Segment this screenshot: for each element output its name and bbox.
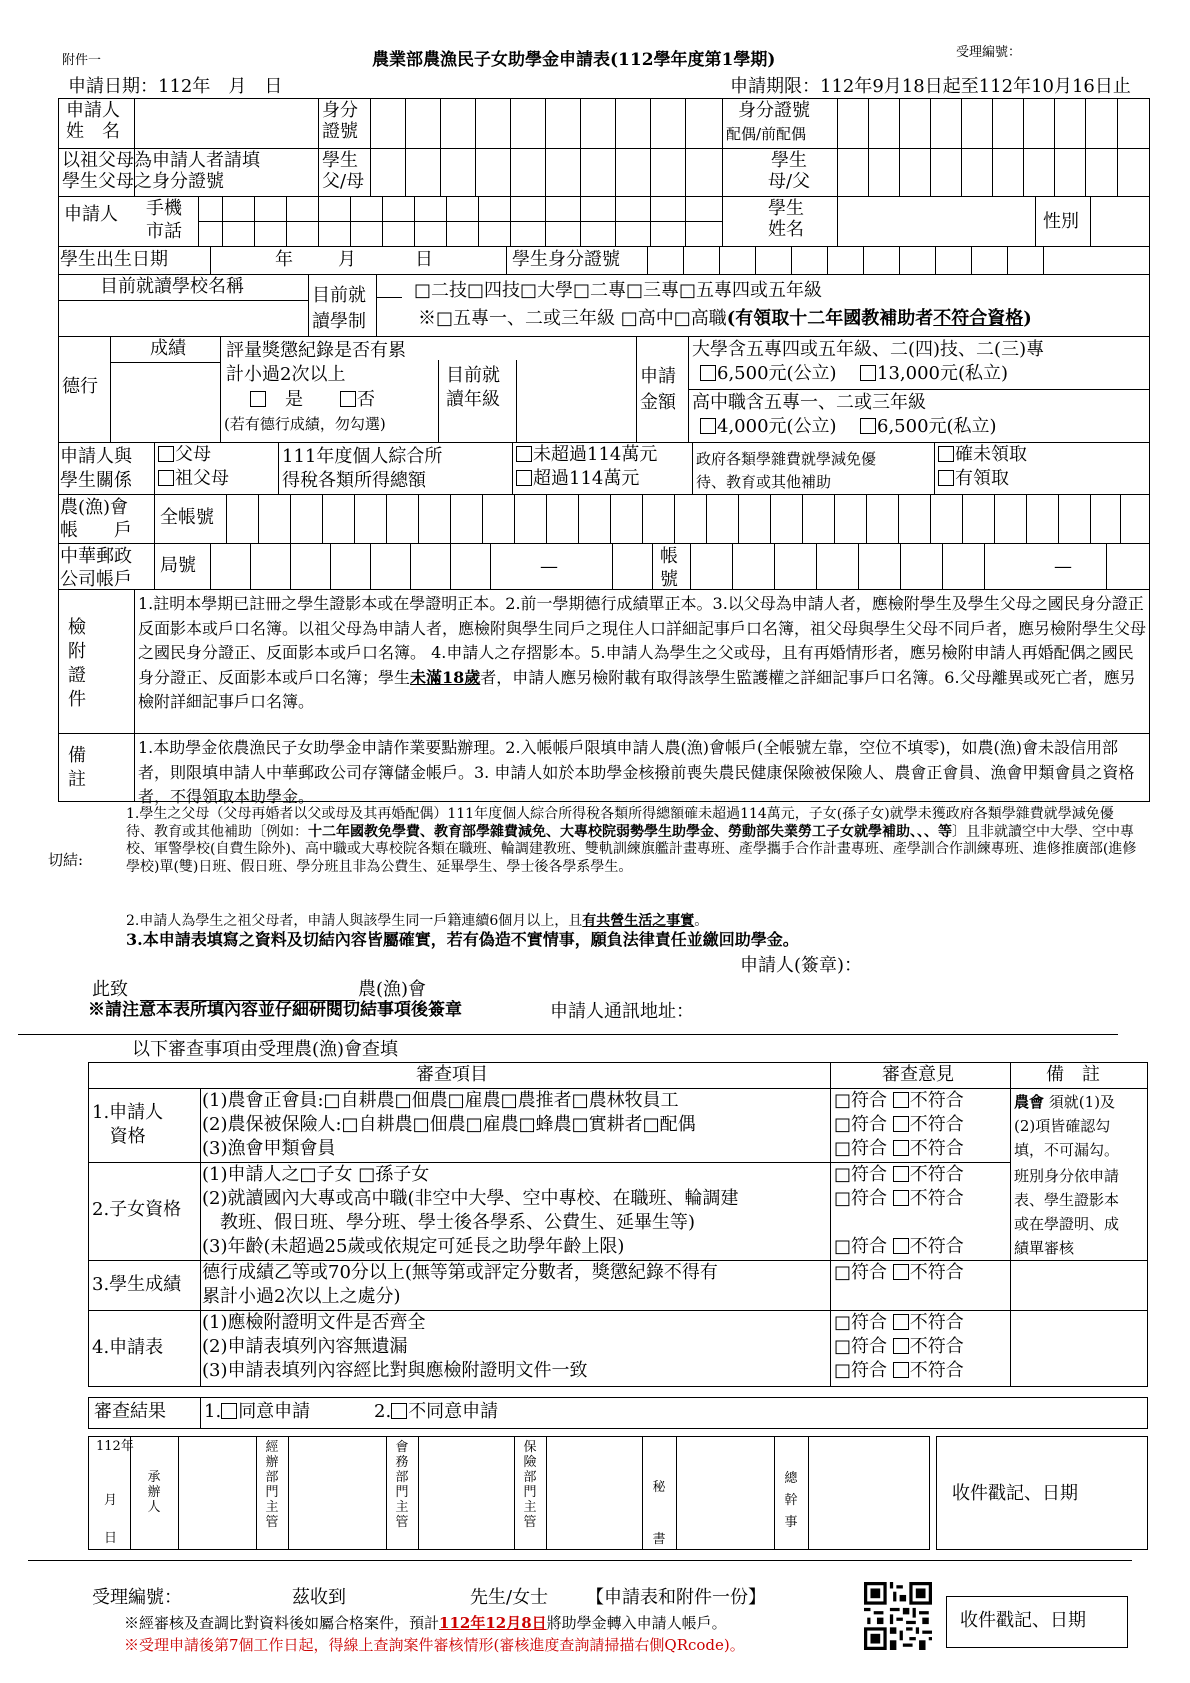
- review-r2-item1[interactable]: (1)申請人之□子女 □孫子女: [202, 1164, 430, 1185]
- checkbox-icon: [893, 1264, 909, 1280]
- review-applicant-qualification: 1.申請人 資格: [92, 1102, 164, 1147]
- amount-option-3-label: 4,000元(公立): [717, 416, 837, 437]
- remarks-text: 1.本助學金依農漁民子女助學金申請作業要點辦理。2.入帳帳戶限填申請人農(漁)會帳戶(全帳號左靠，空位不填零)，如農(漁)會未設信用部者，則限填申請人中華郵政公司存簿儲金帳戶。3. 申請人如於本助學金核撥前喪失農民健康保險被保險人、農會正會員、漁會甲類會員之資格者，不得領取本助學金。: [138, 738, 1135, 806]
- footer-stamp-label: 收件戳記、日期: [960, 1610, 1086, 1631]
- branch-label: 局號: [160, 555, 196, 576]
- ok-label: □符合: [834, 1336, 888, 1357]
- merit-yes-label: 是: [285, 389, 303, 410]
- review-r3-item1b: 累計小過2次以上之處分): [202, 1286, 401, 1307]
- review-child-qualification: 2.子女資格: [92, 1199, 182, 1220]
- form-title: 農業部農漁民子女助學金申請表(112學年度第1學期): [372, 50, 776, 70]
- checkbox-icon: [893, 1140, 909, 1156]
- subsidy-label: 政府各類學雜費就學減免優 待、教育或其他補助: [696, 450, 877, 491]
- school-opts-2c: 不符合資格: [933, 308, 1024, 329]
- footer-mrms: 先生/女士: [470, 1587, 549, 1608]
- footer-note-2: ※受理申請後第7個工作日起，得線上查詢案件審核情形(審核進度查詢請掃描右側QRcode)。: [124, 1636, 745, 1654]
- merit-question: 評量獎懲紀錄是否有累 計小過2次以上: [226, 340, 406, 385]
- footer-copy: 【申請表和附件一份】: [586, 1587, 766, 1608]
- account-dash: —: [1054, 556, 1072, 577]
- income-under-label: 未超過114萬元: [533, 444, 658, 465]
- student-name-field[interactable]: [839, 198, 1033, 244]
- post-account-field[interactable]: [692, 545, 1148, 587]
- review-remark-6: 或在學證明、成: [1014, 1215, 1120, 1233]
- branch-dash: —: [540, 556, 558, 577]
- review-r2-item2: (2)就讀國內大專或高中職(非空中大學、空中專校、在職班、輪調建: [202, 1188, 739, 1209]
- review-r4-1-opinion[interactable]: [834, 1313, 964, 1334]
- relation-grandparent-label: 祖父母: [175, 468, 229, 489]
- spouse-id-label: 身分證號: [738, 100, 810, 121]
- amount-option-1[interactable]: [700, 364, 837, 385]
- school-system-options-2[interactable]: [418, 309, 1032, 330]
- post-account-label: 中華郵政 公司帳戶: [60, 546, 132, 590]
- checkbox-icon: [221, 1403, 237, 1419]
- amount-option-3[interactable]: [700, 417, 837, 438]
- review-remark-4: 班別身分依申請: [1014, 1167, 1120, 1185]
- checkbox-icon: [893, 1362, 909, 1378]
- review-remark-2: (2)項皆確認勾: [1014, 1117, 1111, 1135]
- subsidy-received-label: 有領取: [955, 468, 1009, 489]
- review-col-remark: 備 註: [1046, 1064, 1100, 1085]
- docs-text-part2: 者，申請人應另檢附載有取得該學生監護權之詳細記事戶口名簿。6.父母離異或死亡者，應另檢附詳細記事戶口名簿。: [138, 667, 1136, 711]
- address-label: 申請人通訊地址：: [550, 1001, 694, 1022]
- handler-label: 承辦人: [147, 1470, 161, 1515]
- review-r4-item3: (3)申請表填列內容經比對與應檢附證明文件一致: [202, 1360, 588, 1381]
- review-remark-5: 表、學生證影本: [1014, 1191, 1120, 1209]
- review-intro: 以下審查事項由受理農(漁)會查填: [132, 1039, 399, 1060]
- ok-label: □符合: [834, 1138, 888, 1159]
- deadline: 申請期限：112年9月18日起至112年10月16日止: [730, 76, 1131, 97]
- review-r4-item2: (2)申請表填列內容無遺漏: [202, 1336, 408, 1357]
- checkbox-icon: [893, 1314, 909, 1330]
- relation-label: 申請人與 學生關係: [60, 446, 132, 491]
- checkbox-icon: [158, 446, 174, 462]
- relation-grandparent-option[interactable]: [158, 469, 229, 490]
- id-number-label: 身分 證號: [322, 100, 358, 142]
- ok-label: □符合: [834, 1114, 888, 1135]
- birth-year-label: 年: [275, 249, 293, 270]
- checkbox-icon: [700, 365, 716, 381]
- grandparent-note: 以祖父母為申請人者請填 學生父母之身分證號: [62, 150, 260, 192]
- qr-code-icon[interactable]: [864, 1582, 932, 1650]
- farm-account-field[interactable]: [228, 496, 1148, 541]
- relation-parent-option[interactable]: [158, 445, 211, 466]
- spouse-id-field[interactable]: [839, 100, 1148, 146]
- review-remark-7: 績單審核: [1014, 1239, 1075, 1257]
- relation-parent-label: 父母: [175, 444, 211, 465]
- ng-label: 不符合: [909, 1262, 964, 1283]
- mobile-field[interactable]: [200, 198, 720, 220]
- to-org-label: 農(漁)會: [358, 979, 427, 1000]
- remark-bold: 農會: [1014, 1093, 1045, 1111]
- amount-option-4[interactable]: [860, 417, 997, 438]
- checkbox-icon: [250, 391, 266, 407]
- merit-no-label: 否: [357, 389, 375, 410]
- ok-label: □符合: [834, 1262, 888, 1283]
- checkbox-icon: [860, 418, 876, 434]
- footer-received: 茲收到: [292, 1587, 346, 1608]
- secretary-label: 秘書: [652, 1480, 666, 1547]
- footer-note-1b: 112年12月8日: [439, 1614, 547, 1632]
- secretary-sign-field[interactable]: [678, 1438, 772, 1548]
- checkbox-icon: [893, 1116, 909, 1132]
- merit-note: (若有德行成績，勿勾選): [224, 415, 386, 433]
- ng-label: 不符合: [909, 1336, 964, 1357]
- merit-no-option[interactable]: [340, 390, 375, 411]
- footer-receipt-label: 受理編號：: [92, 1587, 182, 1608]
- student-name-label: 學生 姓名: [768, 198, 804, 240]
- school-name-label: 目前就讀學校名稱: [100, 276, 244, 297]
- approve-number: 1.: [204, 1401, 222, 1422]
- subsidy-none-label: 確未領取: [955, 444, 1027, 465]
- ok-label: □符合: [834, 1188, 888, 1209]
- birth-month-label: 月: [338, 249, 356, 270]
- review-r1-2-opinion[interactable]: [834, 1115, 964, 1136]
- amount-option-2-label: 13,000元(私立): [877, 363, 1009, 384]
- checkbox-icon: [158, 470, 174, 486]
- review-result-label: 審查結果: [94, 1401, 166, 1422]
- school-name-field[interactable]: [60, 302, 306, 334]
- ng-label: 不符合: [909, 1360, 964, 1381]
- checkbox-icon: [700, 418, 716, 434]
- checkbox-icon: [938, 446, 954, 462]
- checkbox-icon: [860, 365, 876, 381]
- ng-label: 不符合: [909, 1236, 964, 1257]
- farm-account-label: 農(漁)會 帳 戶: [60, 497, 132, 541]
- ng-label: 不符合: [909, 1188, 964, 1209]
- reject-number: 2.: [374, 1401, 392, 1422]
- review-r1-item2[interactable]: (2)農保被保險人:□自耕農□佃農□雇農□蜂農□實耕者□配偶: [202, 1114, 696, 1135]
- reject-label: 不同意申請: [408, 1401, 499, 1422]
- attached-docs-text: [138, 592, 1146, 715]
- review-remark-3: 填，不可漏勾。: [1014, 1141, 1120, 1159]
- ng-label: 不符合: [909, 1164, 964, 1185]
- attachment-label: 附件一: [62, 53, 102, 68]
- review-remark-1: [1014, 1094, 1115, 1111]
- insurance-head-label: 保險部門主管: [523, 1440, 537, 1530]
- merit-yes-option[interactable]: [250, 390, 303, 411]
- signature-label: 申請人(簽章)：: [740, 955, 863, 976]
- student-parent-label-2: 學生 母/父: [768, 150, 811, 192]
- ok-label: □符合: [834, 1090, 888, 1111]
- pledge-1b: 十二年國教免學費、教育部學雜費減免、大專校院弱勢學生助學金、勞動部失業勞工子女就學補助、、、等: [308, 823, 952, 840]
- result-approve-option[interactable]: [204, 1402, 310, 1423]
- docs-text-part1: 1.註明本學期已註冊之學生證影本或在學證明正本。2.前一學期德行成績單正本。3.以父母為申請人者，應檢附學生及學生父母之國民身分證正反面影本或戶口名簿。以祖父母為申請人者，應檢附與學生同戶之現住人口詳細記事戶口名簿，祖父母與學生父母不同戶者，應另檢附學生父母之國民身分證正、反面影本或戶口名簿。 4.申請人之存摺影本。5.申請人為學生之父或母，且有再婚情形者，應另檢附申請人再婚配偶之國民身分證正、反面影本或戶口名簿；學生: [138, 594, 1147, 687]
- ng-label: 不符合: [909, 1138, 964, 1159]
- checkbox-icon: [938, 470, 954, 486]
- to-label: 此致: [92, 979, 128, 1000]
- amount-option-4-label: 6,500元(私立): [877, 416, 997, 437]
- signoff-month: 月: [104, 1493, 118, 1508]
- footer-note-1: [124, 1615, 727, 1632]
- applicant-contact-label: 申請人: [64, 204, 118, 225]
- birth-date-label: 學生出生日期: [60, 249, 168, 270]
- mobile-label: 手機: [146, 198, 182, 219]
- review-r2-2-opinion[interactable]: [834, 1189, 964, 1210]
- review-r4-2-opinion[interactable]: [834, 1337, 964, 1358]
- ng-label: 不符合: [909, 1114, 964, 1135]
- review-r1-item3: (3)漁會甲類會員: [202, 1138, 336, 1159]
- school-opts-2a: ※□五專一、二或三年級 □高中□高職: [418, 308, 727, 329]
- gender-field[interactable]: [1092, 198, 1148, 244]
- stamp-label: 收件戳記、日期: [952, 1483, 1078, 1504]
- income-under-option[interactable]: [516, 445, 657, 466]
- review-r3-opinion[interactable]: [834, 1263, 964, 1284]
- account-no-label: 帳 號: [660, 546, 678, 590]
- signoff-year: 112年: [96, 1439, 134, 1454]
- affairs-head-sign-field[interactable]: [420, 1438, 512, 1548]
- dept-head-label: 經辦部門主管: [265, 1440, 279, 1530]
- conduct-grade-field[interactable]: [112, 364, 218, 440]
- branch-number-field[interactable]: [212, 545, 610, 587]
- affairs-head-label: 會務部門主管: [395, 1440, 409, 1530]
- ok-label: □符合: [834, 1360, 888, 1381]
- review-r3-item1: 德行成績乙等或70分以上(無等第或評定分數者，獎懲紀錄不得有: [202, 1262, 718, 1283]
- review-r1-item1[interactable]: (1)農會正會員:□自耕農□佃農□雇農□農推者□農林牧員工: [202, 1090, 679, 1111]
- signoff-day: 日: [104, 1531, 118, 1546]
- gm-label: 總幹事: [784, 1471, 798, 1530]
- approve-label: 同意申請: [238, 1401, 311, 1422]
- applicant-name-field[interactable]: [136, 100, 316, 146]
- review-r1-3-opinion[interactable]: [834, 1139, 964, 1160]
- footer-note-1c: 將助學金轉入申請人帳戶。: [546, 1614, 727, 1632]
- full-account-label: 全帳號: [160, 507, 214, 528]
- handler-sign-field[interactable]: [180, 1438, 254, 1548]
- pledge-item-1: [126, 806, 1140, 876]
- review-r2-item3: (3)年齡(未超過25歲或依規定可延長之助學年齡上限): [202, 1236, 625, 1257]
- current-grade-label: 目前就 讀年級: [446, 365, 500, 410]
- checkbox-icon: [893, 1190, 909, 1206]
- birth-date-field[interactable]: [212, 248, 504, 272]
- school-system-options-1[interactable]: □二技□四技□大學□二專□三專□五專四或五年級: [414, 280, 823, 301]
- result-reject-option[interactable]: [374, 1402, 498, 1423]
- checkbox-icon: [391, 1403, 407, 1419]
- review-r2-item2b: 教班、假日班、學分班、學士後各學系、公費生、延畢生等): [220, 1212, 696, 1233]
- farm-association-field[interactable]: [140, 980, 355, 1001]
- ng-label: 不符合: [909, 1090, 964, 1111]
- docs-under18: 未滿18歲: [410, 667, 481, 687]
- income-over-option[interactable]: [516, 469, 639, 490]
- checkbox-icon: [516, 446, 532, 462]
- review-r2-3-opinion[interactable]: [834, 1237, 964, 1258]
- amount-option-1-label: 6,500元(公立): [717, 363, 837, 384]
- grade-label: 成績: [150, 338, 186, 359]
- subsidy-received-option[interactable]: [938, 469, 1009, 490]
- signature-field[interactable]: [880, 954, 1140, 978]
- amount-label: 申請 金額: [640, 366, 676, 413]
- address-field[interactable]: [706, 1000, 1136, 1024]
- footer-note-1a: ※經審核及查調比對資料後如屬合格案件，預計: [124, 1614, 440, 1632]
- ng-label: 不符合: [909, 1312, 964, 1333]
- ok-label: □符合: [834, 1164, 888, 1185]
- current-grade-field[interactable]: [518, 362, 634, 440]
- apply-date: 申請日期：112年 月 日: [68, 76, 283, 97]
- remark-line-1: 須就(1)及: [1048, 1093, 1116, 1111]
- amount-university: 大學含五專四或五年級、二(四)技、二(三)專: [692, 339, 1045, 360]
- receipt-number-label: 受理編號：: [956, 45, 1022, 60]
- amount-option-2[interactable]: [860, 364, 1008, 385]
- birth-day-label: 日: [415, 249, 433, 270]
- attached-docs-label: 檢 附 證 件: [68, 617, 86, 710]
- pledge-2a: 2.申請人為學生之祖父母者，申請人與該學生同一戶籍連續6個月以上，且: [126, 913, 583, 929]
- gm-sign-field[interactable]: [810, 1438, 928, 1548]
- parent-id-field-2[interactable]: [839, 150, 1148, 194]
- remarks-label: 備 註: [68, 745, 86, 790]
- ok-label: □符合: [834, 1236, 888, 1257]
- review-r1-1-opinion[interactable]: [834, 1091, 964, 1112]
- checkbox-icon: [893, 1338, 909, 1354]
- notice-text: ※請注意本表所填內容並仔細研閱切結事項後簽章: [88, 1000, 462, 1020]
- phone-label: 市話: [146, 221, 182, 242]
- review-r4-item1: (1)應檢附證明文件是否齊全: [202, 1312, 426, 1333]
- income-label: 111年度個人綜合所 得稅各類所得總額: [282, 446, 443, 491]
- income-over-label: 超過114萬元: [533, 468, 640, 489]
- student-id-field[interactable]: [649, 248, 1049, 272]
- checkbox-icon: [516, 470, 532, 486]
- review-application-form: 4.申請表: [92, 1337, 164, 1358]
- school-opts-2d: ): [1023, 308, 1032, 329]
- amount-highschool: 高中職含五專一、二或三年級: [692, 392, 926, 413]
- dept-head-sign-field[interactable]: [290, 1438, 384, 1548]
- pledge-item-3: 3.本申請表填寫之資料及切結內容皆屬確實，若有偽造不實情事，願負法律責任並繳回助學金。: [126, 930, 799, 949]
- spouse-id-sublabel: 配偶/前配偶: [726, 125, 807, 143]
- checkbox-icon: [893, 1166, 909, 1182]
- pledge-1a: 1.學生之父母（父母再婚者以父或母及其再婚配偶）111年度個人綜合所得稅各類所得總額確未超過114萬元，子女(孫子女)就學未獲政府各類學雜費就學減免優待、教育或其他補助〔例如：: [126, 806, 1114, 840]
- checkbox-icon: [340, 391, 356, 407]
- ok-label: □符合: [834, 1312, 888, 1333]
- pledge-2b: 有共營生活之事實: [582, 913, 695, 929]
- school-opts-2b: (有領取十二年國教補助者: [726, 308, 934, 329]
- applicant-name-label: 申請人 姓 名: [66, 100, 120, 142]
- insurance-head-sign-field[interactable]: [548, 1438, 640, 1548]
- review-r2-1-opinion[interactable]: [834, 1165, 964, 1186]
- review-student-grade: 3.學生成績: [92, 1274, 182, 1295]
- parent-id-field[interactable]: [372, 150, 720, 194]
- checkbox-icon: [893, 1238, 909, 1254]
- gender-label: 性別: [1043, 211, 1079, 232]
- student-id-label: 學生身分證號: [512, 249, 620, 270]
- pledge-1c: 〕且非就讀空中大學、空中專校、軍警學校(自費生除外)、高中職或大專校院各類在職班、輪調建教班、雙軌訓練旗艦計畫專班、產學攜手合作計畫專班、產學訓合作訓練專班、進修推廣部(進修學校)單(雙)日班、假日班、學分班且非為公費生、延畢學生、學士後各學系學生。: [126, 823, 1137, 875]
- pledge-2c: 。: [694, 913, 709, 929]
- checkbox-icon: [893, 1092, 909, 1108]
- subsidy-none-option[interactable]: [938, 445, 1027, 466]
- applicant-id-field[interactable]: [372, 100, 722, 146]
- review-r4-3-opinion[interactable]: [834, 1361, 964, 1382]
- student-parent-label: 學生 父/母: [322, 150, 365, 192]
- review-col-item: 審查項目: [416, 1064, 488, 1085]
- school-system-label: 目前就 讀學制: [312, 285, 366, 332]
- conduct-label: 德行: [62, 376, 98, 397]
- pledge-item-2: [126, 913, 1140, 931]
- phone-field[interactable]: [200, 223, 720, 245]
- review-col-opinion: 審查意見: [882, 1064, 954, 1085]
- pledge-label: 切結:: [48, 851, 84, 869]
